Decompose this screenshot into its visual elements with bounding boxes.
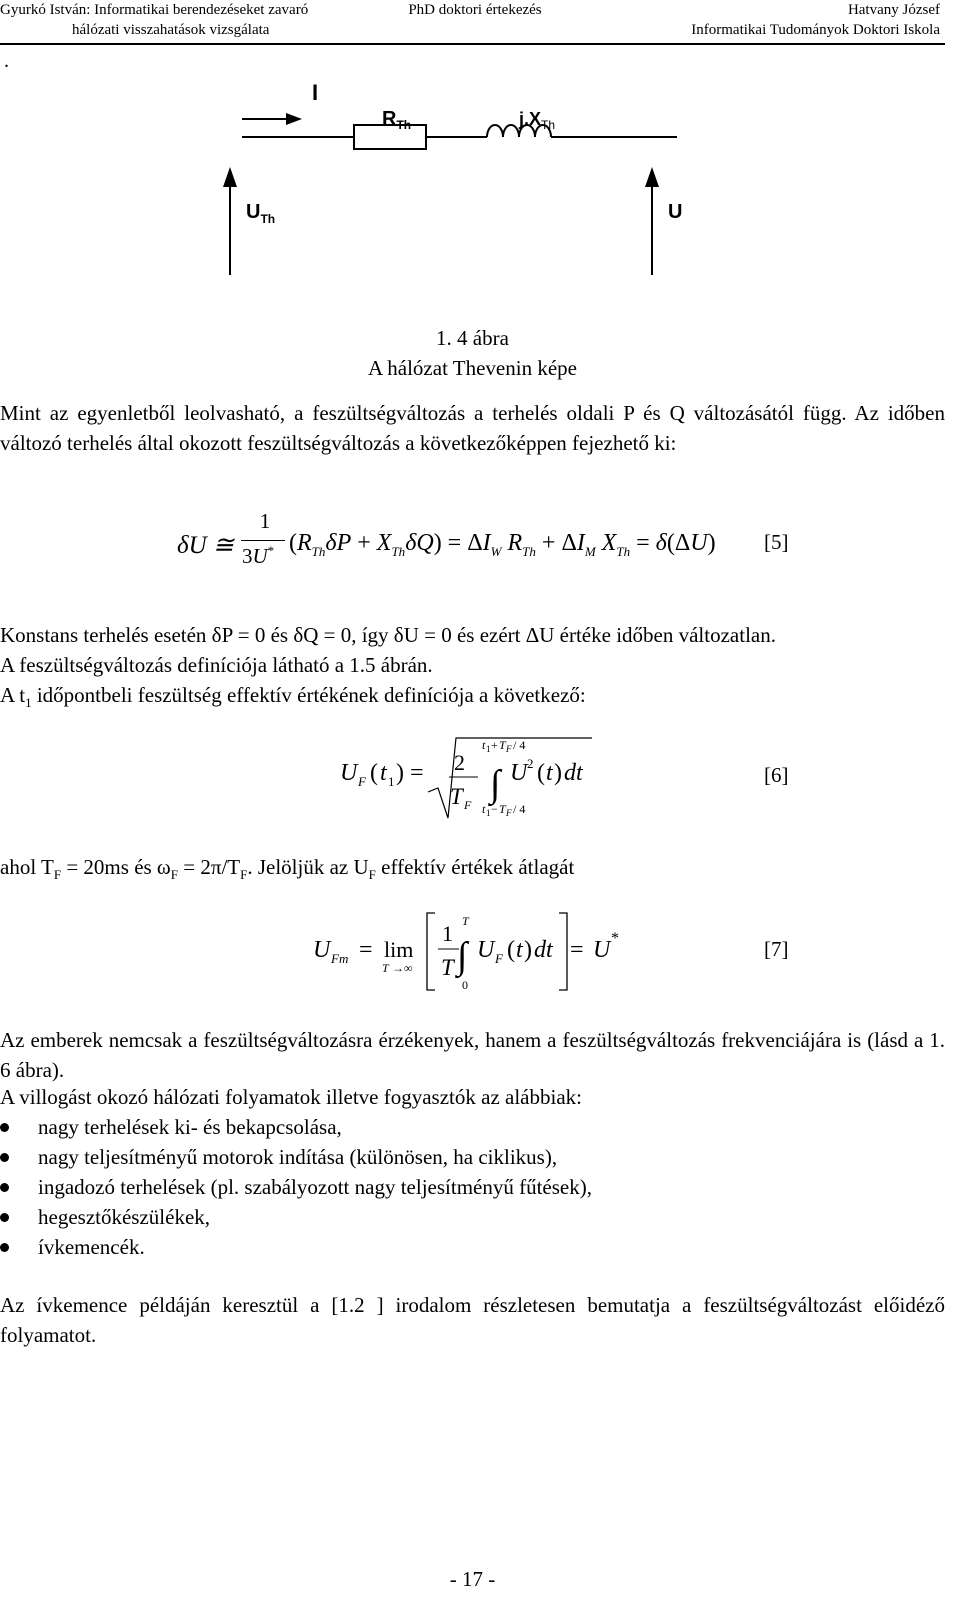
svg-text:): ): [554, 760, 562, 786]
source-label: U: [246, 201, 261, 223]
eq5-frac-num: 1: [259, 509, 271, 533]
svg-text:∫: ∫: [490, 763, 501, 805]
bullet-icon: [0, 1123, 9, 1132]
svg-text:F: F: [464, 798, 472, 812]
bullet-icon: [0, 1243, 9, 1252]
svg-text:=: =: [570, 937, 584, 963]
bullet-icon: [0, 1153, 9, 1162]
svg-text:0: 0: [462, 978, 468, 992]
paragraph-flicker-sources: A villogást okozó hálózati folyamatok illetve fogyasztók az alábbiak:: [0, 1085, 582, 1109]
svg-text:1: 1: [486, 808, 491, 818]
current-label: I: [312, 80, 319, 105]
resistor-label: R: [382, 108, 397, 130]
equation-6: [330, 730, 830, 830]
paragraph-constant-load: Konstans terhelés esetén δP = 0 és δQ = 0, így δU = 0 és ezért ΔU értéke időben változatlan.: [0, 623, 776, 647]
svg-text:1: 1: [388, 774, 395, 789]
svg-text:=: =: [359, 937, 373, 963]
svg-text:T: T: [499, 738, 506, 752]
list-item-text: ingadozó terhelések (pl. szabályozott nagy teljesítményű fűtések),: [38, 1175, 592, 1199]
svg-text:): ): [524, 937, 532, 963]
header-school-name: Hatvany József: [847, 2, 940, 18]
svg-text:F: F: [495, 951, 503, 966]
eq5-number: [5]: [764, 530, 789, 554]
eq5-frac-bar: [241, 540, 285, 541]
header-school: Informatikai Tudományok Doktori Iskola: [691, 22, 940, 38]
load-arrow-head: [645, 167, 659, 187]
svg-text:F: F: [506, 744, 512, 754]
svg-text:Fm: Fm: [331, 951, 349, 966]
svg-text:→∞: →∞: [392, 961, 413, 975]
svg-text:RTh: [382, 108, 411, 132]
header-thesis-type: PhD doktori értekezés: [408, 2, 542, 18]
svg-text:lim: lim: [384, 937, 414, 962]
svg-text:t: t: [482, 802, 486, 816]
page-number: - 17 -: [449, 1567, 496, 1591]
paragraph-sensitivity: Az emberek nemcsak a feszültségváltozásra érzékenyek, hanem a feszültségváltozás frekvenciájára is (lásd a 1. 6 ábra).: [0, 1028, 945, 1082]
source-arrow-head: [223, 167, 237, 187]
svg-text:/ 4: / 4: [513, 738, 526, 752]
load-label: U: [668, 201, 683, 223]
list-item-text: nagy terhelések ki- és bekapcsolása,: [38, 1115, 342, 1139]
reactance-sub: Th: [541, 118, 556, 132]
reactance-label: j.X: [519, 109, 542, 129]
svg-text:UTh: [246, 201, 275, 226]
list-item-text: ívkemencék.: [38, 1235, 145, 1259]
svg-text:F: F: [506, 808, 512, 818]
stray-dot: .: [4, 50, 9, 72]
header-author: Gyurkó István: Informatikai berendezéseket zavaró: [0, 2, 309, 18]
figure-title: A hálózat Thevenin képe: [368, 356, 577, 380]
svg-text:1: 1: [486, 744, 491, 754]
svg-text:t: t: [516, 937, 523, 963]
list-item-text: nagy teljesítményű motorok indítása (különösen, ha ciklikus),: [38, 1145, 558, 1169]
svg-text:dt: dt: [534, 937, 553, 963]
current-arrow-head: [286, 113, 302, 125]
eq7-number: [7]: [764, 937, 789, 961]
header-rule: [0, 43, 945, 45]
svg-text:*: *: [611, 930, 619, 947]
para3-rest: időpontbeli feszültség effektív értékének definíciója a következő:: [31, 683, 586, 707]
paragraph-arc-furnace: Az ívkemence példáján keresztül a [1.2 ] irodalom részletesen bemutatja a feszültségváltozást előidéző folyamatot.: [0, 1293, 945, 1347]
paragraph-rms-intro: [0, 680, 945, 718]
equation-7: [305, 905, 825, 1000]
svg-text:U: U: [593, 937, 611, 963]
eq5-frac-den: 3U*: [242, 543, 275, 568]
source-sub: Th: [260, 212, 276, 226]
svg-text:2: 2: [527, 756, 534, 771]
paragraph-tf-definition: ahol $T_F = 20ms$ és $\omega_F = 2\pi/T_F$. Jelöljük az $U_F$ effektív értékek átlagát: [0, 855, 575, 883]
svg-text:∫: ∫: [457, 935, 468, 977]
svg-text:/ 4: / 4: [513, 802, 526, 816]
svg-text:U: U: [510, 760, 528, 786]
svg-text:(: (: [507, 937, 515, 963]
svg-text:T: T: [462, 914, 469, 928]
eq5-rhs: $(R_{Th}\delta P + X_{Th}\delta Q) = \Delta I_W$ $R_{Th} + \Delta I_M$ $X_{Th} = \delta(\Delta U)$: [289, 530, 716, 559]
svg-text:U: U: [340, 760, 358, 786]
paragraph-intro: Mint az egyenletből leolvasható, a feszültségváltozás a terhelés oldali P és Q változásától függ. Az időben változó terhelés által okozott feszültségváltozás a következőképpen fejezhető ki:: [0, 401, 945, 455]
svg-text:dt: dt: [564, 760, 583, 786]
bullet-icon: [0, 1183, 9, 1192]
svg-text:t: t: [546, 760, 553, 786]
svg-text:F: F: [358, 774, 366, 789]
svg-text:T: T: [450, 784, 463, 809]
svg-text:+: +: [491, 738, 498, 752]
header-right: [691, 0, 940, 40]
svg-text:(: (: [537, 760, 545, 786]
svg-text:U: U: [477, 937, 495, 963]
figure-number: 1. 4 ábra: [436, 326, 509, 350]
svg-text:1: 1: [442, 921, 453, 946]
svg-text:t: t: [380, 760, 387, 786]
resistor-sub: Th: [396, 118, 412, 132]
list-item-text: hegesztőkészülékek,: [38, 1205, 211, 1229]
thevenin-circuit-diagram: [222, 75, 732, 290]
para3-prefix: A t: [0, 683, 26, 707]
paragraph-definition-ref: A feszültségváltozás definíciója látható a 1.5 ábrán.: [0, 653, 433, 677]
svg-text:2: 2: [454, 750, 465, 775]
svg-text:(: (: [370, 760, 378, 786]
svg-text:t: t: [482, 738, 486, 752]
svg-text:T: T: [499, 802, 506, 816]
eq5-lhs: δU ≅: [177, 532, 234, 559]
svg-text:−: −: [491, 802, 498, 816]
svg-text:j.XTh: [518, 109, 555, 132]
svg-text:T: T: [382, 961, 389, 975]
svg-text:T: T: [441, 955, 454, 980]
eq6-number: [6]: [764, 763, 789, 787]
bullet-icon: [0, 1213, 9, 1222]
svg-text:) =: ) =: [396, 760, 424, 786]
header-subtitle: hálózati visszahatások vizsgálata: [72, 22, 270, 38]
para3-sub: 1: [25, 695, 32, 711]
svg-text:U: U: [313, 937, 331, 963]
